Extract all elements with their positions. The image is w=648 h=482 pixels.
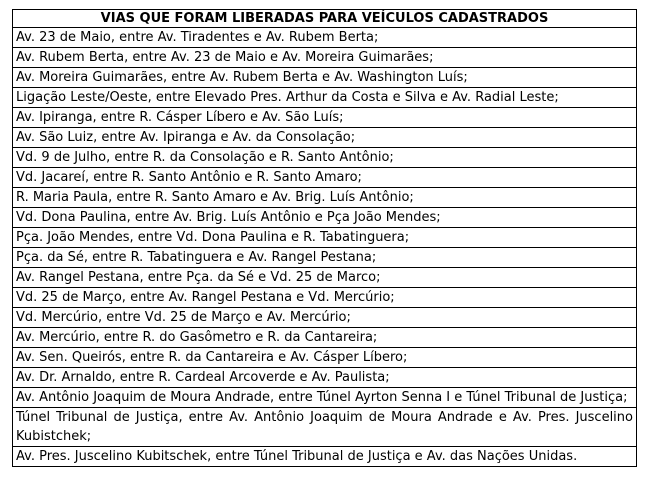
table-cell: Vd. 9 de Julho, entre R. da Consolação e R. Santo Antônio;: [13, 148, 637, 168]
table-cell: Av. Ipiranga, entre R. Cásper Líbero e Av. São Luís;: [13, 108, 637, 128]
table-row: [13, 288, 637, 308]
table-cell: Av. São Luiz, entre Av. Ipiranga e Av. da Consolação;: [13, 128, 637, 148]
table-cell: Túnel Tribunal de Justiça, entre Av. Antônio Joaquim de Moura Andrade e Av. Pres. Juscelino Kubistchek;: [13, 408, 637, 447]
table-cell: Av. Antônio Joaquim de Moura Andrade, entre Túnel Ayrton Senna I e Túnel Tribunal de Justiça;: [13, 388, 637, 408]
table-cell: Pça. da Sé, entre R. Tabatinguera e Av. Rangel Pestana;: [13, 248, 637, 268]
table-cell: Av. Moreira Guimarães, entre Av. Rubem Berta e Av. Washington Luís;: [13, 68, 637, 88]
table-cell: Av. Pres. Juscelino Kubitschek, entre Túnel Tribunal de Justiça e Av. das Nações Unidas.: [13, 447, 637, 467]
table-row: [13, 128, 637, 148]
table-cell: Av. Sen. Queirós, entre R. da Cantareira e Av. Cásper Líbero;: [13, 348, 637, 368]
table-row: [13, 228, 637, 248]
table-row: [13, 408, 637, 447]
table-cell: R. Maria Paula, entre R. Santo Amaro e Av. Brig. Luís Antônio;: [13, 188, 637, 208]
table-row: [13, 68, 637, 88]
table-cell: Vd. Jacareí, entre R. Santo Antônio e R. Santo Amaro;: [13, 168, 637, 188]
table-row: [13, 28, 637, 48]
table-row: [13, 208, 637, 228]
table-cell: Av. 23 de Maio, entre Av. Tiradentes e Av. Rubem Berta;: [13, 28, 637, 48]
liberated-roads-table: [12, 9, 637, 467]
table-cell: Ligação Leste/Oeste, entre Elevado Pres. Arthur da Costa e Silva e Av. Radial Leste;: [13, 88, 637, 108]
table-cell: Vd. Dona Paulina, entre Av. Brig. Luís Antônio e Pça João Mendes;: [13, 208, 637, 228]
table-row: [13, 108, 637, 128]
table-title: VIAS QUE FORAM LIBERADAS PARA VEÍCULOS CADASTRADOS: [13, 10, 637, 28]
table-row: [13, 388, 637, 408]
table-row: [13, 88, 637, 108]
table-row: [13, 248, 637, 268]
table-row: [13, 268, 637, 288]
table-cell: Av. Rangel Pestana, entre Pça. da Sé e Vd. 25 de Marco;: [13, 268, 637, 288]
table-cell: Vd. Mercúrio, entre Vd. 25 de Março e Av. Mercúrio;: [13, 308, 637, 328]
table-cell: Av. Dr. Arnaldo, entre R. Cardeal Arcoverde e Av. Paulista;: [13, 368, 637, 388]
table-row: [13, 328, 637, 348]
table-cell: Pça. João Mendes, entre Vd. Dona Paulina e R. Tabatinguera;: [13, 228, 637, 248]
table-cell: Av. Mercúrio, entre R. do Gasômetro e R. da Cantareira;: [13, 328, 637, 348]
table-row: [13, 48, 637, 68]
table-row: [13, 308, 637, 328]
table-cell: Vd. 25 de Março, entre Av. Rangel Pestana e Vd. Mercúrio;: [13, 288, 637, 308]
table-row: [13, 348, 637, 368]
table-header-row: [13, 10, 637, 28]
table-row: [13, 188, 637, 208]
table-row: [13, 447, 637, 467]
table-row: [13, 168, 637, 188]
table-row: [13, 148, 637, 168]
table-row: [13, 368, 637, 388]
table-cell: Av. Rubem Berta, entre Av. 23 de Maio e Av. Moreira Guimarães;: [13, 48, 637, 68]
